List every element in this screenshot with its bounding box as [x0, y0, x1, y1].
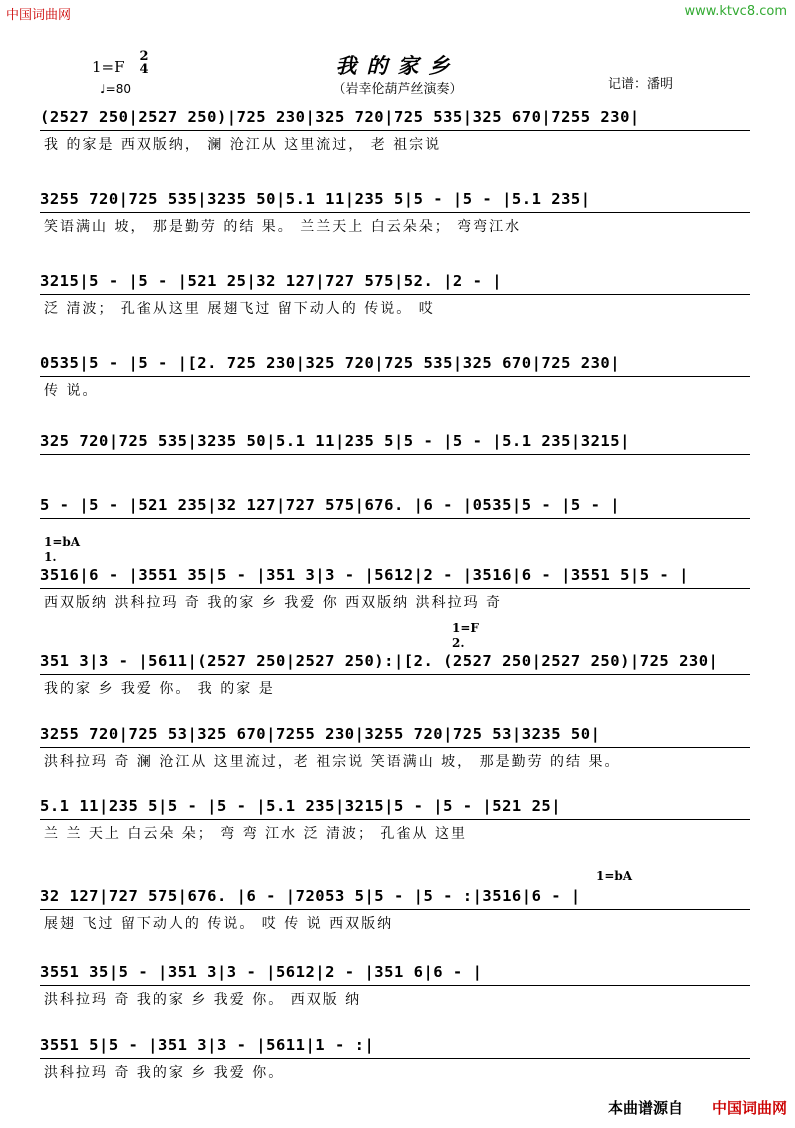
staff-system-1: [40, 108, 750, 156]
tempo-mark: ♩=80: [100, 82, 131, 96]
source-brand-link[interactable]: 中国词曲网: [711, 1099, 787, 1117]
notation-line: 3215|5 - |5 - |521 25|32 127|727 575|52. |2 - |: [40, 272, 750, 298]
second-ending-marker: 2.: [452, 636, 465, 650]
first-ending-marker: 1.: [44, 550, 57, 564]
lyrics-line: [40, 522, 750, 544]
notation-line: 3551 5|5 - |351 3|3 - |5611|1 - :|: [40, 1036, 750, 1062]
lyrics-line: 洪科拉玛 奇 我的家 乡 我爱 你。 西双版 纳: [44, 992, 362, 1008]
staff-system-5: [40, 432, 750, 480]
staff-system-12: [40, 963, 750, 1011]
notation-line: 32 127|727 575|676. |6 - |72053 5|5 - |5 - :|3516|6 - |: [40, 887, 750, 913]
notation-line: 0535|5 - |5 - |[2. 725 230|325 720|725 535|325 670|725 230|: [40, 354, 750, 380]
lyrics-line: 洪科拉玛 奇 我的家 乡 我爱 你。: [44, 1065, 285, 1081]
lyrics-line: 西双版纳 洪科拉玛 奇 我的家 乡 我爱 你 西双版纳 洪科拉玛 奇: [44, 595, 503, 611]
time-top: 2: [139, 49, 149, 64]
staff-system-8: [40, 652, 750, 700]
lyrics-line: 展翅 飞过 留下动人的 传说。 哎 传 说 西双版纳: [44, 916, 394, 932]
lyrics-line: 我的家 乡 我爱 你。 我 的家 是: [44, 681, 275, 697]
notation-line: 3255 720|725 535|3235 50|5.1 11|235 5|5 - |5 - |5.1 235|: [40, 190, 750, 216]
staff-system-10: [40, 797, 750, 845]
notation-line: 5 - |5 - |521 235|32 127|727 575|676. |6 - |0535|5 - |5 - |: [40, 496, 750, 522]
key-change-marker: 1=F: [452, 621, 479, 635]
staff-system-9: [40, 725, 750, 773]
source-label: 本曲谱源自: [607, 1099, 683, 1117]
lyrics-line: 泛 清波； 孔雀从这里 展翅飞过 留下动人的 传说。 哎: [44, 301, 435, 317]
notation-line: 3551 35|5 - |351 3|3 - |5612|2 - |351 6|6 - |: [40, 963, 750, 989]
notation-line: 351 3|3 - |5611|(2527 250|2527 250):|[2. (2527 250|2527 250)|725 230|: [40, 652, 750, 678]
staff-system-4: [40, 354, 750, 402]
notation-line: 3516|6 - |3551 35|5 - |351 3|3 - |5612|2 - |3516|6 - |3551 5|5 - |: [40, 566, 750, 592]
notation-line: 3255 720|725 53|325 670|7255 230|3255 720|725 53|3235 50|: [40, 725, 750, 751]
key-change-marker: 1=bA: [44, 535, 81, 549]
time-bottom: 4: [139, 62, 149, 77]
staff-system-2: [40, 190, 750, 238]
lyrics-line: 我 的家是 西双版纳， 澜 沧江从 这里流过， 老 祖宗说: [44, 137, 442, 153]
lyrics-line: 洪科拉玛 奇 澜 沧江从 这里流过，老 祖宗说 笑语满山 坡， 那是勤劳 的结 果。: [44, 754, 621, 770]
score-subtitle: （岩幸伦葫芦丝演奏）: [332, 82, 463, 97]
lyrics-line: 笑语满山 坡， 那是勤劳 的结 果。 兰兰天上 白云朵朵； 弯弯江水: [44, 219, 522, 235]
arranger-credit: 记谱：潘明: [608, 77, 674, 92]
key-change-marker: 1=bA: [596, 869, 633, 883]
staff-system-6: [40, 496, 750, 544]
lyrics-line: 兰 兰 天上 白云朵 朵； 弯 弯 江水 泛 清波； 孔雀从 这里: [44, 826, 467, 842]
staff-system-7: [40, 566, 750, 614]
staff-system-3: [40, 272, 750, 320]
score-title: 我的家乡: [335, 53, 460, 78]
staff-system-13: [40, 1036, 750, 1084]
lyrics-line: [40, 458, 750, 480]
watermark-left: 中国词曲网: [6, 8, 72, 23]
staff-system-11: [40, 887, 750, 935]
lyrics-line: 传 说。: [44, 383, 99, 399]
watermark-right: www.ktvc8.com: [684, 4, 787, 19]
key-signature: 1=F: [92, 58, 125, 76]
notation-line: 5.1 11|235 5|5 - |5 - |5.1 235|3215|5 - |5 - |521 25|: [40, 797, 750, 823]
notation-line: 325 720|725 535|3235 50|5.1 11|235 5|5 - |5 - |5.1 235|3215|: [40, 432, 750, 458]
notation-line: (2527 250|2527 250)|725 230|325 720|725 535|325 670|7255 230|: [40, 108, 750, 134]
